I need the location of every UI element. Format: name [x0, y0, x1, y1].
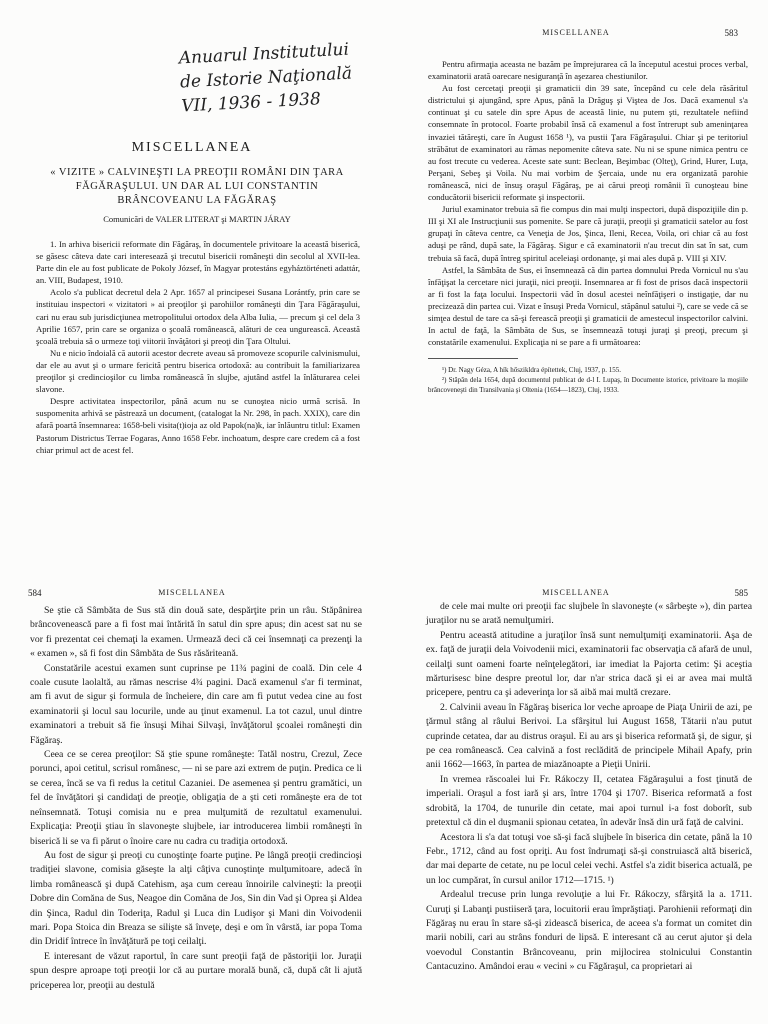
paragraph: Nu e nicio îndoială că autorii acestor decrete aveau să promoveze scopurile calvinismului, dar ele au avut şi o urmare fericită pentru biserica ortodoxă: au contribuit la familiarizarea preoţilor şi credincioşilor cu limba românească în slujbe, ajutând astfel la înlăturarea celei slavone.	[36, 347, 360, 395]
paragraph: Pentru afirmaţia aceasta ne bazăm pe împrejurarea că la începutul acestui proces verbal, examinatorii arată oarecare nesiguranţă în aşezarea chestiunilor.	[428, 59, 748, 82]
page-left-top	[0, 0, 384, 560]
paragraph: Juriul examinator trebuia să fie compus din mai mulţi inspectori, după dispoziţiile din p. III şi XI ale Instrucţiunii sus pomenite. Se pare că juraţii, preoţii şi gramaticii satelor au fost grupaţi în câteva centre, ca Veneţia de Jos, Şinca, Ileni, Recea, Voila, ori chiar că au fost aduşi pe rând, după sate, la Făgăraş. Sigur e că examinatorii n'au trecut din sat în sat, cum trebuia să facă, după întreg spiritul aceleiaşi ordonanţe, şi mai ales după p. VIII şi XIV.	[428, 204, 748, 263]
paragraph: Se ştie că Sâmbăta de Sus stă din două sate, despărţite prin un râu. Stăpânirea brâncovenească pare a fi fost mai întărită în satul din spre apus; din acest sat nu se vor fi prezentat cei chemaţi la examen. Urmează deci că cei însemnaţi ca prezenţi la « examen », să fi fost din Sâmbăta de Sus răsăriteană.	[30, 605, 362, 660]
running-head: MISCELLANEA	[542, 28, 610, 37]
body-text	[426, 600, 752, 975]
paragraph: Au fost de sigur şi preoţi cu cunoştinţe foarte puţine. Pe lângă preoţii credincioşi tradiţiei slavone, comisia găseşte la alţi câţiva cunoştinţe mulţumitoare, adecă în limba românească şi după Catehism, aşa cum cereau înnoirile calvineşti: la preoţii Dobre din Comăna de Sus, Neagoe din Comăna de Jos, Sin din Vad şi Oprea şi Aldea din Şinca, Radul din Toderiţa, Radul şi Luca din Ludişor şi Mani din Voivodenii mari. Popa Stoica din Breaza se silişte să înveţe, deşi e om în vârstă, iar popa Toma din Dridif întrece în învăţătură pe toţi ceilalţi.	[30, 849, 362, 948]
page-number: 583	[724, 28, 738, 38]
body-text	[30, 604, 362, 993]
page-right-bottom	[384, 560, 768, 1024]
page-left-bottom	[0, 560, 384, 1024]
running-head: MISCELLANEA	[158, 588, 226, 597]
paragraph: de cele mai multe ori preoţii fac slujbele în slavoneşte (« sârbeşte »), din partea juraţilor nu se arată nemulţumiri.	[426, 601, 752, 627]
paragraph: Ardealul trecuse prin lunga revoluţie a lui Fr. Rákoczy, sfârşită la a. 1711. Curuţi şi Labanţi pustiiseră ţara, locuitorii erau împrăştiaţi. Parohienii reformaţi din Făgăraş nu erau în stare să-şi zidească biserica, de aceea s'a format un comitet din marii nobili, cari au strâns fonduri de lipsă. E interesant că au cerut ajutor şi dela voevodul Constantin Brâncoveanu, prin mijlocirea stolnicului Constantin Cantacuzino. Amândoi erau « vecini » cu Făgăraşul, ca proprietari ai	[426, 889, 752, 973]
footnote-rule	[428, 358, 518, 359]
page-number: 584	[28, 588, 42, 598]
paragraph: Despre activitatea inspectorilor, până acum nu se cunoştea nicio urmă scrisă. In suspomenita arhivă se păstrează un document, (catalogat la Nr. 298, în pach. XXIX), care din afară poartă însemnarea: 1658-beli visita(t)ioja az old Papok(na)k, iar înlăuntru titlul: Examen Pastorum Districtus Terrae Fogaras, Anno 1658 Febr. inchoatum, despre care credem că a fost chiar primul act de acest fel.	[36, 396, 360, 455]
paragraph: Pentru această atitudine a juraţilor însă sunt nemulţumiţi examinatorii. Aşa de ex. faţă de juraţii dela Voivodenii mici, examinatorii fac observaţia că afară de unul, ceilalţi sunt oameni foarte neînţelegători, iar imediat la Pajorta cetim: Şi aceştia mărturisesc bine despre preotul lor, dar n'ar strica dacă şi ei ar avea mai multă pricepere, pentru ca şi adeverinţa lor să aibă mai multă crezare.	[426, 629, 752, 699]
paragraph: 2. Calvinii aveau în Făgăraş biserica lor veche aproape de Piaţa Unirii de azi, pe ţărmul stâng al râului Berivoi. La sfârşitul lui August 1658, Tătarii n'au putut cuprinde cetatea, dar au distrus oraşul. Ei au ars şi biserica reformată şi, de sigur, şi pe cea românească. Cea calvină a fost reclădită de principele Mihail Apafy, prin anii 1662—1663, în partea de miazănoapte a Pieţii Unirii.	[426, 701, 752, 771]
paragraph: In vremea răscoalei lui Fr. Rákoczy II, cetatea Făgăraşului a fost ţinută de imperiali. Oraşul a fost iară şi ars, între 1704 şi 1707. Biserica reformată a fost sdrobită, la 1704, de tunurile din cetate, mai apoi turnul i-a fost doborît, sub pretextul că din el duşmanii spionau cetatea, în adevăr însă din ură faţă de calvini.	[426, 773, 752, 829]
footnote: ²) Stăpân dela 1654, după documentul publicat de d-l I. Lupaş, în Documente istorice, privitoare la moşiile brâncoveneşti din Transilvania şi Oltenia (1654—1823), Cluj, 1933.	[428, 376, 748, 395]
paragraph: Acestora li s'a dat totuşi voe să-şi facă slujbele în biserica din cetate, până la 10 Febr., 1712, când au fost opriţi. Au fost îndrumaţi să-şi construiască altă biserică, dar mai departe de cetate, nu pe locul celei vechi. Astfel s'a zidit biserica actuală, pe un loc cumpărat, în cursul anilor 1712—1715. ¹)	[426, 831, 752, 886]
paragraph: E interesant de văzut raportul, în care sunt preoţii faţă de păstoriţii lor. Juraţii spun despre aproape toţi preoţii lor că au purtare morală bună, că, după cât li ajută priceperea lor, preoţii au destulă	[30, 950, 362, 991]
page-number: 585	[734, 588, 748, 598]
article-authors: Comunicări de VALER LITERAT şi MARTIN JÁRAY	[103, 214, 291, 224]
handwritten-note: Anuarul Institutului de Istorie Naţională VII, 1936 - 1938	[178, 39, 353, 117]
article-title: « VIZITE » CALVINEŞTI LA PREOŢII ROMÂNI DIN ŢARA FĂGĂRAŞULUI. UN DAR AL LUI CONSTANTIN BRÂNCOVEANU LA FĂGĂRAŞ	[50, 167, 344, 206]
running-head: MISCELLANEA	[542, 588, 610, 597]
page-right-top	[384, 0, 768, 560]
body-text	[428, 58, 748, 395]
footnote: ¹) Dr. Nagy Géza, A hík hőszikldra építettek, Cluj, 1937, p. 155.	[442, 366, 622, 375]
article-section-title: MISCELLANEA	[131, 140, 253, 155]
body-text	[36, 238, 360, 456]
paragraph: Astfel, la Sâmbăta de Sus, ei însemnează că din partea domnului Preda Vornicul nu s'au înfăţişat la cercetare nici juraţii, nici preoţii. Insemnarea ar fi fost de prisos dacă inspectorii ar fi fost la faţa locului. Inspectorii văd în dosul acestei neînfăţişeri o instigaţie, dar nu precizează din partea cui. Vizat e însuşi Preda Vornicul, stăpânul satului ²), care se vede că se simţea destul de tare ca să-şi ferească preoţii şi gramaticii de amestecul inspectorilor calvini. In actul de faţă, la Sâmbăta de Sus, se însemnează totuşi juraţi şi preoţi, precum şi constatările examenului. Explicaţia ni se pare a fi următoarea:	[428, 264, 748, 348]
paragraph: 1. In arhiva bisericii reformate din Făgăraş, în documentele privitoare la această biserică, se găsesc câteva date cari interesează şi trecutul bisericii româneşti din secolul al XVII-lea. Parte din ele au fost publicate de Pokoly József, în Magyar protestáns egyháztörténeti adattár, an. VIII, Budapest, 1910.	[36, 239, 360, 286]
paragraph: Constatările acestui examen sunt cuprinse pe 11¾ pagini de coală. Din cele 4 coale cusute laolaltă, au rămas nescrise 4¾ pagini. Dacă examenul s'ar fi terminat, am fi avut de sigur şi formula de încheiere, din care am fi putut vedea cine au fost examinatorii şi locul sau locurile, unde au ţinut examenul. La tot cazul, unul dintre examinatori a trebuit să fie însuşi Mihai Silvaşi, învăţătorul şcoalei româneşti din Făgăraş.	[30, 662, 362, 746]
paragraph: Acolo s'a publicat decretul dela 2 Apr. 1657 al principesei Susana Lorántfy, prin care se instituiau inspectori « vizitatori » ai preoţilor şi parohiilor româneşti din Ţara Făgăraşului, cari nu erau sub jurisdicţiunea metropolitului ortodox dela Alba Iulia, — precum şi cel dela 3 Aprilie 1657, prin care se organiza o şcoală românească, alături de cea ungurească. Această şcoală trebuia să o urmeze toţi viitorii învăţători şi preoţi din Ţara Oltului.	[36, 287, 360, 346]
paragraph: Au fost cercetaţi preoţii şi gramaticii din 39 sate, începând cu cele dela răsăritul districtului şi ajungând, spre Apus, până la Drăguş şi Viştea de Jos. Dacă examenul s'a continuat şi cu satele din spre Apus de această linie, nu putem şti, rezultatele nefiind consemnate în protocol. Foarte probabil însă că examenul a fost întrerupt sub ameninţarea invaziei tătăreşti, care în August 1658 ¹), va pustii Ţara Făgăraşului. Chiar şi pe teritoriul străbătut de examinatori au rămas nepomenite câteva sate. Nu ni se spune nimica pentru ce au fost trecute cu vederea. Aceste sate sunt: Beclean, Beşimbac (Olteţ), Grind, Hurer, Luţa, Perşani, Sebeş şi Voila. Nu mai vorbim de Şercaia, unde nu era organizată parohie românească, nici de însuş oraşul Făgăraş, pe ai cărui preoţi românii îi cunoşteau bine conducătorii bisericii reformate şi inspectorii.	[428, 83, 748, 203]
paragraph: Ceea ce se cerea preoţilor: Să ştie spune româneşte: Tatăl nostru, Crezul, Zece porunci, apoi cetitul, scrisul românesc, — ni se pare azi extrem de puţin. Predica ce li se cerea, încă se va fi redus la cetitul Cazaniei. De asemenea şi pentru gramătici, un fel de învăţători şi candidaţi de preoţie, obligaţia de a şti ceti româneşte era de tot neînsemnată. Totuşi comisia nu e prea mulţumită de rezultatul examenului. Explicaţia: Preoţii ştiau în slavoneşte slujbele, iar introducerea limbii româneşti în biserică li se va fi părut o înoire care nu cadra cu tradiţia ortodoxă.	[30, 749, 362, 847]
